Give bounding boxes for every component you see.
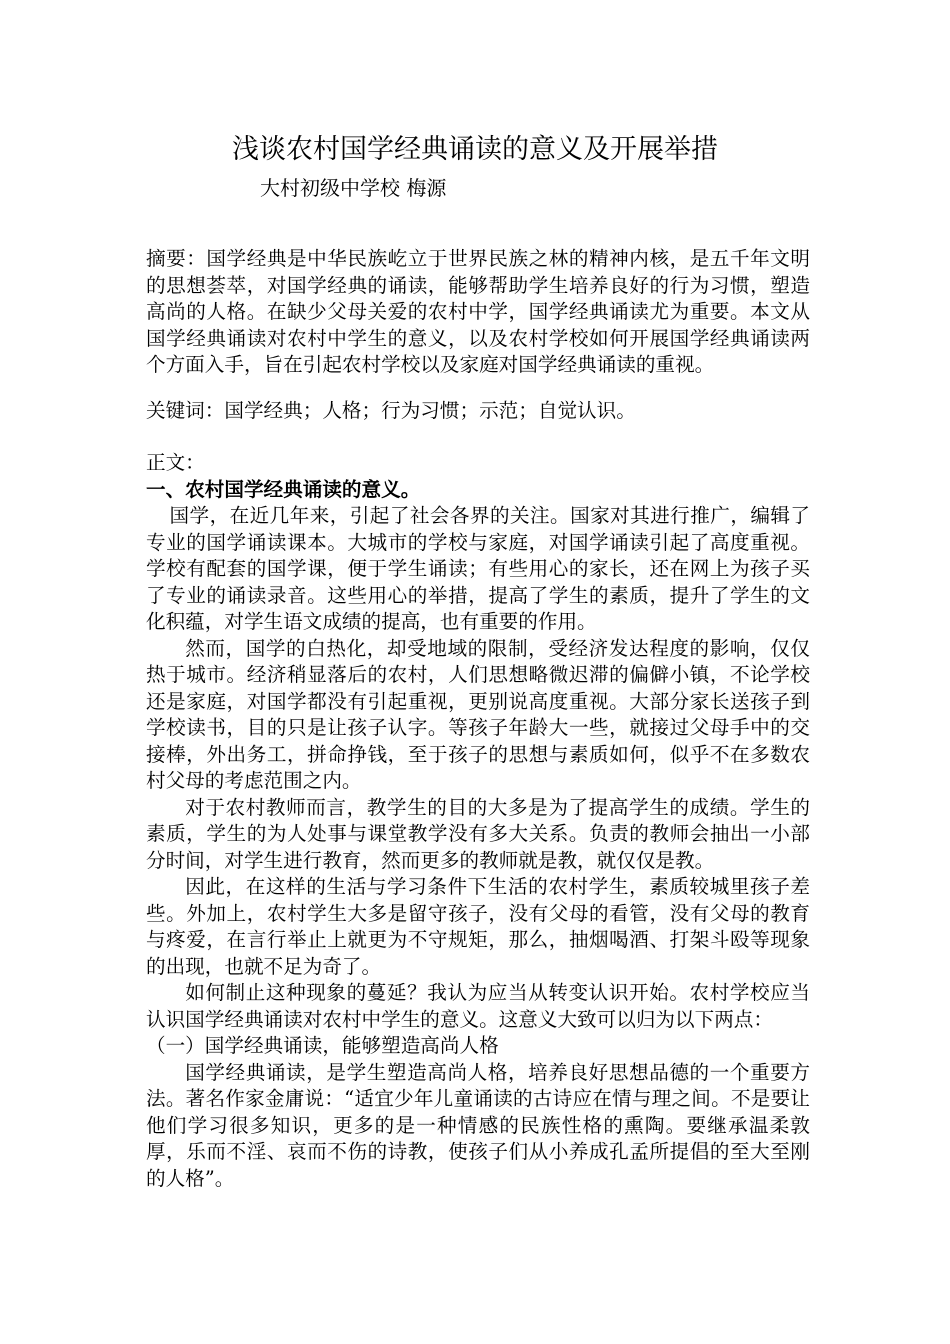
abstract-paragraph: 摘要：国学经典是中华民族屹立于世界民族之林的精神内核，是五千年文明的思想荟萃，对国学经典的诵读，能够帮助学生培养良好的行为习惯，塑造高尚的人格。在缺少父母关爱的农村中学，国学经典诵读尤为重要。本文从国学经典诵读对农村中学生的意义，以及农村学校如何开展国学经典诵读两个方面入手，旨在引起农村学校以及家庭对国学经典诵读的重视。: [146, 247, 810, 376]
keywords-line: 关键词：国学经典；人格；行为习惯；示范；自觉认识。: [146, 399, 636, 422]
body-paragraph: 国学，在近几年来，引起了社会各界的关注。国家对其进行推广，编辑了专业的国学诵读课本。大城市的学校与家庭，对国学诵读引起了高度重视。学校有配套的国学课，便于学生诵读；有些用心的家长，还在网上为孩子买了专业的诵读录音。这些用心的举措，提高了学生的素质，提升了学生的文化积蕴，对学生语文成绩的提高，也有重要的作用。: [146, 504, 810, 633]
body-paragraph: 国学经典诵读，是学生塑造高尚人格，培养良好思想品德的一个重要方法。著名作家金庸说：“适宜少年儿童诵读的古诗应在情与理之间。不是要让他们学习很多知识，更多的是一种情感的民族性格的熏陶。要继承温柔敦厚，乐而不淫、哀而不伤的诗教，使孩子们从小养成孔孟所提倡的至大至刚的人格”。: [146, 1060, 810, 1190]
body-label: 正文：: [146, 451, 205, 474]
main-body: [146, 450, 810, 1192]
author-line: 大村初级中学校 梅源: [260, 176, 447, 200]
body-paragraph: 如何制止这种现象的蔓延？我认为应当从转变认识开始。农村学校应当认识国学经典诵读对农村中学生的意义。这意义大致可以归为以下两点：: [146, 981, 810, 1031]
subsection-heading: （一）国学经典诵读，能够塑造高尚人格: [146, 1034, 499, 1057]
document-title: 浅谈农村国学经典诵读的意义及开展举措: [232, 134, 718, 165]
body-paragraph: 对于农村教师而言，教学生的目的大多是为了提高学生的成绩。学生的素质，学生的为人处事与课堂教学没有多大关系。负责的教师会抽出一小部分时间，对学生进行教育，然而更多的教师就是教，就仅仅是教。: [146, 795, 810, 872]
body-paragraph: 然而，国学的白热化，却受地域的限制，受经济发达程度的影响，仅仅热于城市。经济稍显落后的农村，人们思想略微迟滞的偏僻小镇，不论学校还是家庭，对国学都没有引起重视，更别说高度重视。大部分家长送孩子到学校读书，目的只是让孩子认字。等孩子年龄大一些，就接过父母手中的交接棒，外出务工，拼命挣钱，至于孩子的思想与素质如何，似乎不在多数农村父母的考虑范围之内。: [146, 636, 810, 792]
body-paragraph: 因此，在这样的生活与学习条件下生活的农村学生，素质较城里孩子差些。外加上，农村学生大多是留守孩子，没有父母的看管，没有父母的教育与疼爱，在言行举止上就更为不守规矩，那么，抽烟喝酒、打架斗殴等现象的出现，也就不足为奇了。: [146, 875, 810, 978]
section-heading: 一、农村国学经典诵读的意义。: [146, 477, 421, 501]
